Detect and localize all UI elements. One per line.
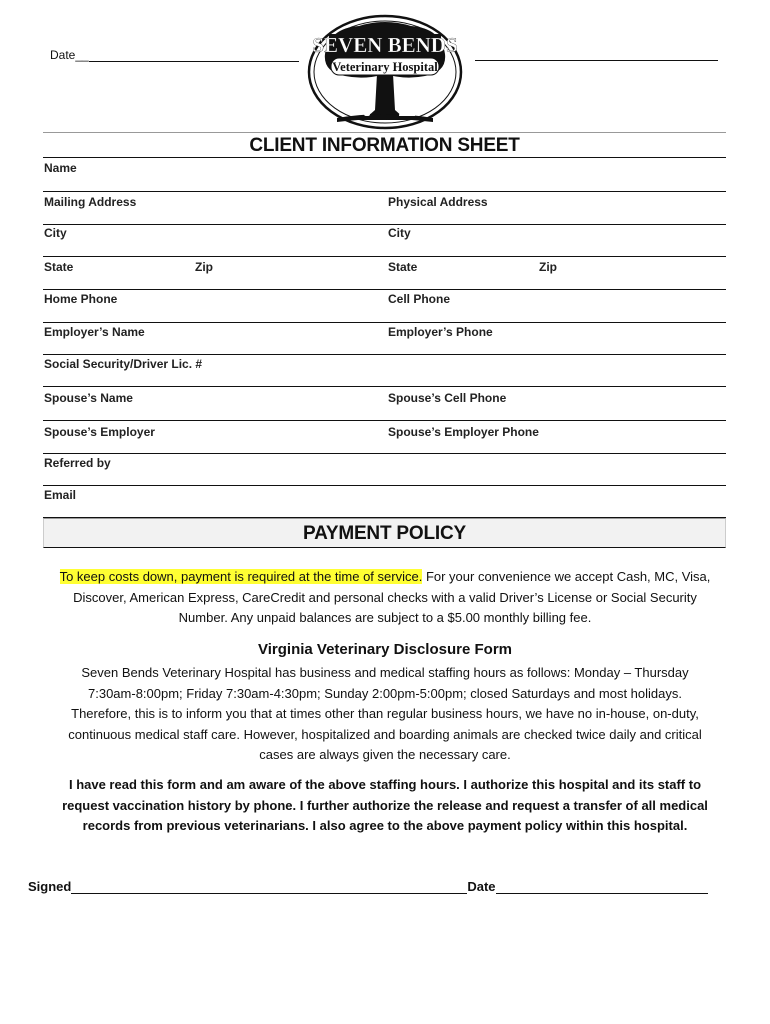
signature-row: [28, 879, 708, 894]
ssn-label: Social Security/Driver Lic. #: [44, 357, 203, 371]
spouse-employer-row[interactable]: [43, 422, 726, 454]
zip-label-left: Zip: [195, 260, 213, 274]
seven-bends-logo: [307, 14, 463, 130]
disclosure-title: Virginia Veterinary Disclosure Form: [258, 641, 512, 658]
email-row[interactable]: [43, 486, 726, 518]
state-zip-row[interactable]: [43, 258, 726, 290]
date-underline: [89, 49, 299, 62]
payment-policy-text: [28, 567, 742, 629]
disclosure-line: continuous medical staff care. However, hospitalized and boarding animals are checked twice daily and critical: [68, 726, 702, 742]
disclosure-line: 7:30am-8:00pm; Friday 7:30am-4:30pm; Sunday 2:00pm-5:00pm; closed Saturdays and most holidays.: [88, 685, 682, 701]
signed-label: Signed: [28, 879, 72, 894]
payment-line1-rest: For your convenience we accept Cash, MC, Visa,: [422, 569, 711, 584]
physical-address-label: Physical Address: [388, 195, 488, 209]
ssn-row[interactable]: [43, 355, 726, 387]
name-label: Name: [44, 161, 77, 175]
payment-line3: Number. Any unpaid balances are subject to a $5.00 monthly billing fee.: [178, 610, 592, 625]
spouse-name-label: Spouse’s Name: [44, 391, 133, 405]
name-row[interactable]: [43, 160, 726, 192]
signature-line[interactable]: [71, 880, 467, 894]
payment-highlight: To keep costs down, payment is required at the time of service.: [59, 569, 423, 584]
city-row[interactable]: [43, 225, 726, 257]
spouse-employer-label: Spouse’s Employer: [44, 425, 155, 439]
agreement-line: records from previous veterinarians. I also agree to the above payment policy within this hospital.: [82, 818, 688, 833]
employer-row[interactable]: [43, 323, 726, 355]
employer-phone-label: Employer’s Phone: [388, 325, 493, 339]
spouse-employer-phone-label: Spouse’s Employer Phone: [388, 425, 539, 439]
client-info-title: CLIENT INFORMATION SHEET: [43, 132, 726, 158]
city-label-right: City: [388, 226, 411, 240]
mailing-address-label: Mailing Address: [44, 195, 137, 209]
agreement-text: [28, 775, 742, 837]
employer-name-label: Employer’s Name: [44, 325, 145, 339]
logo-title: SEVEN BENDS: [312, 33, 458, 57]
referred-by-label: Referred by: [44, 456, 111, 470]
date-label: Date__: [50, 48, 89, 62]
spouse-cell-label: Spouse’s Cell Phone: [388, 391, 507, 405]
signature-date-line[interactable]: [496, 880, 708, 894]
agreement-line: request vaccination history by phone. I further authorize the release and request a transfer of all medical: [62, 797, 708, 813]
payment-policy-title: PAYMENT POLICY: [43, 518, 726, 548]
phone-row[interactable]: [43, 291, 726, 323]
payment-line2: Discover, American Express, CareCredit and personal checks with a valid Driver’s License or Social Security: [73, 589, 697, 605]
address-row[interactable]: [43, 193, 726, 225]
top-right-blank-line[interactable]: [475, 60, 718, 61]
home-phone-label: Home Phone: [44, 292, 118, 306]
disclosure-line: Therefore, this is to inform you that at times other than regular business hours, we have no in-house, on-duty,: [71, 706, 699, 721]
zip-label-right: Zip: [539, 260, 557, 274]
cell-phone-label: Cell Phone: [388, 292, 451, 306]
disclosure-text: [28, 663, 742, 766]
disclosure-line: cases are always given the necessary care.: [259, 747, 511, 762]
signature-date-label: Date: [467, 879, 496, 894]
spouse-row[interactable]: [43, 389, 726, 421]
agreement-line: I have read this form and am aware of the above staffing hours. I authorize this hospital and its staff to: [68, 777, 702, 792]
logo-subtitle: Veterinary Hospital: [332, 60, 438, 74]
email-label: Email: [44, 488, 77, 502]
city-label-left: City: [44, 226, 67, 240]
disclosure-line: Seven Bends Veterinary Hospital has business and medical staffing hours as follows: Monday – Thursday: [81, 665, 689, 680]
date-field[interactable]: [50, 48, 299, 62]
state-label-left: State: [44, 260, 74, 274]
state-label-right: State: [388, 260, 418, 274]
referred-row[interactable]: [43, 454, 726, 486]
